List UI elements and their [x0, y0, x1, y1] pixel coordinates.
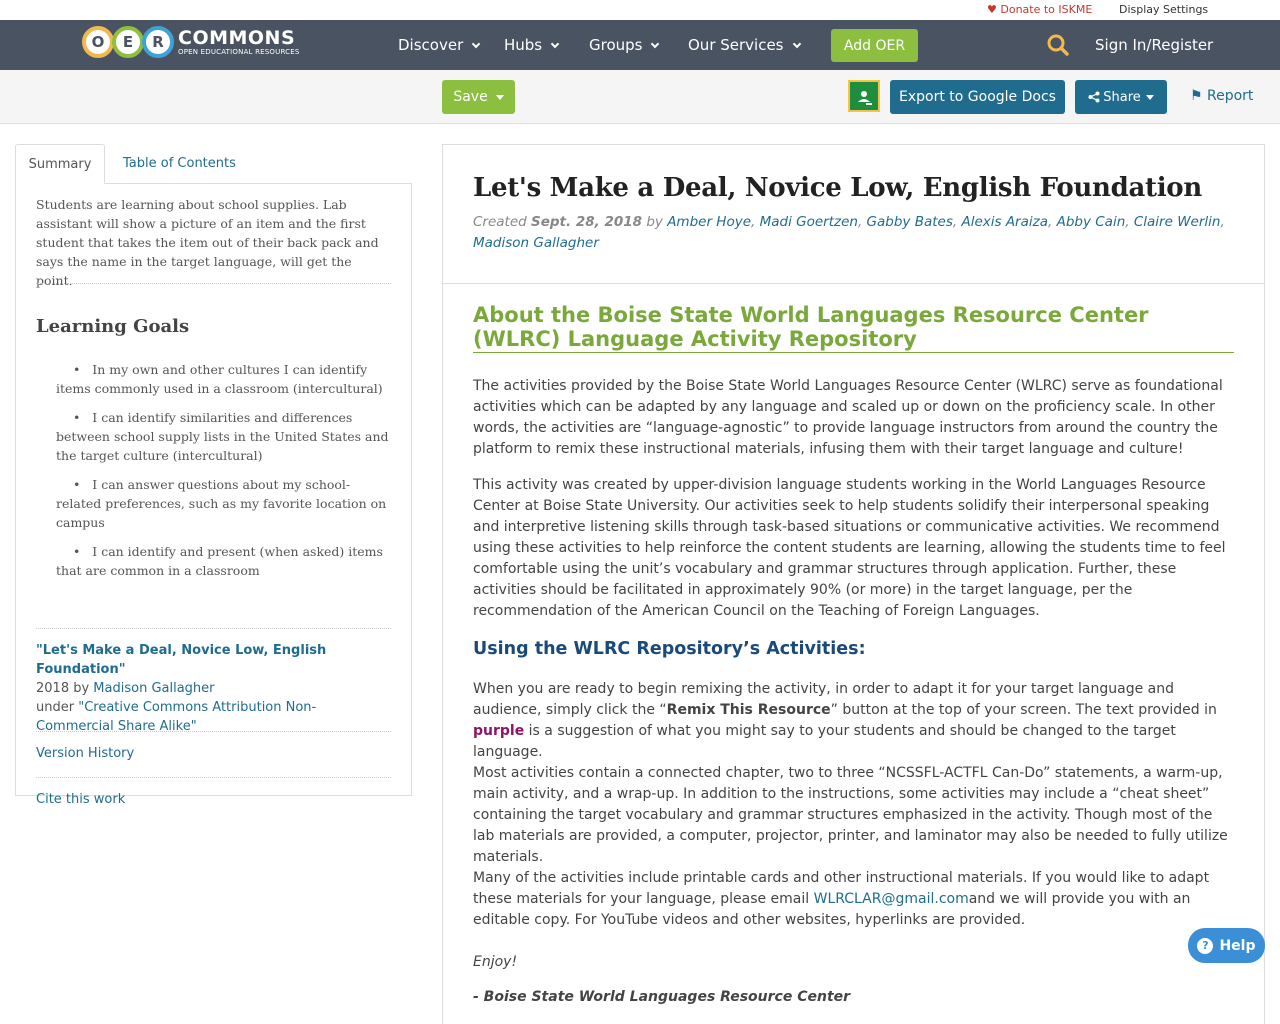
citation-under: under	[36, 700, 79, 715]
main-nav	[0, 20, 1280, 70]
author-link[interactable]: Abby Cain	[1056, 214, 1126, 230]
flag-icon: ⚑	[1190, 88, 1203, 104]
utility-bar	[0, 0, 1280, 20]
citation-author-link[interactable]: Madison Gallagher	[93, 681, 215, 696]
logo-tagline: OPEN EDUCATIONAL RESOURCES	[178, 47, 300, 56]
report-label: Report	[1207, 88, 1254, 104]
section-title: About the Boise State World Languages Resource Center (WLRC) Language Activity Repository	[473, 303, 1234, 353]
nav-groups-label: Groups	[589, 36, 643, 54]
caret-down-icon	[1146, 95, 1154, 100]
summary-panel	[15, 183, 412, 807]
materials-text-2: and we will provide you with an editable copy. For YouTube videos and other websites, hyperlinks are provided.	[473, 891, 1191, 928]
divider	[36, 628, 391, 629]
chevron-down-icon	[792, 40, 800, 48]
remix-text-1: When you are ready to begin remixing the activity, in order to adapt it for your target language and audience, simply click the “	[473, 681, 1175, 718]
donate-link[interactable]	[987, 3, 1092, 16]
add-oer-button[interactable]: Add OER	[831, 29, 918, 62]
list-item: • In my own and other cultures I can identify items commonly used in a classroom (intercultural)	[56, 362, 383, 396]
display-settings-link[interactable]: Display Settings	[1119, 3, 1209, 16]
learning-goal-text: I can identify and present (when asked) items that are common in a classroom	[56, 544, 383, 578]
help-label: Help	[1219, 937, 1256, 954]
citation-year: 2018 by	[36, 681, 94, 696]
remix-this-resource-text: Remix This Resource	[666, 702, 831, 718]
search-icon[interactable]	[1047, 34, 1069, 56]
chevron-down-icon	[551, 40, 559, 48]
cite-work-link[interactable]: Cite this work	[36, 792, 126, 807]
chevron-down-icon	[472, 40, 480, 48]
list-item: • I can answer questions about my school-related preferences, such as my favorite location on campus	[56, 477, 387, 530]
save-button[interactable]	[442, 80, 515, 114]
sign-in-link[interactable]: Sign In/Register	[1095, 36, 1214, 54]
about-paragraph: This activity was created by upper-division language students working in the World Languages Resource Center at Boise State University. Our activities seek to help students solidify their interpersonal speaking and interpretive listening skills through task-based situations or communicative activities. We recommend using these activities to help reinforce the content students are learning, allowing the students time to feel comfortable using the unit’s vocabulary and grammar structures through application. Further, these activities should be facilitated in approximately 90% (or more) in the target language, per the recommendation of the American Council on the Teaching of Foreign Languages.	[473, 477, 1226, 619]
remix-paragraph	[473, 679, 1238, 763]
logo-letter-r: R	[142, 26, 174, 58]
created-label: Created	[473, 214, 532, 230]
learning-goals-list	[36, 360, 391, 590]
logo-word: COMMONS	[178, 26, 296, 49]
share-icon	[1088, 91, 1100, 103]
byline: Created Sept. 28, 2018 by Amber Hoye, Madi Goertzen, Gabby Bates, Alexis Araiza, Abby Cain, Claire Werlin, Madison Gallagher	[473, 214, 1225, 251]
logo-words	[178, 28, 300, 57]
learning-goal-text: I can identify similarities and differences between school supply lists in the United States and the target culture (intercultural)	[56, 410, 389, 463]
author-link[interactable]: Madi Goertzen	[759, 214, 858, 230]
oer-commons-logo[interactable]	[82, 26, 300, 58]
remix-text-3: is a suggestion of what you might say to your students and should be changed to the target language.	[473, 723, 1176, 760]
divider	[36, 731, 391, 732]
google-classroom-icon[interactable]	[848, 80, 880, 112]
email-link[interactable]: WLRCLAR@gmail.com	[813, 891, 969, 907]
activities-paragraph: Most activities contain a connected chapter, two to three “NCSSFL-ACTFL Can-Do” statements, a warm-up, main activity, and a wrap-up. In addition to the instructions, some activities may include a “cheat sheet” containing the target vocabulary and grammar structures emphasized in the activity. Though most of the lab materials are provided, a computer, projector, printer, and laminator may also be needed to fully utilize materials.	[473, 765, 1228, 865]
help-button[interactable]	[1188, 928, 1265, 963]
signature-text: - Boise State World Languages Resource Center	[473, 989, 851, 1005]
list-item: • I can identify similarities and differences between school supply lists in the United States and the target culture (intercultural)	[56, 410, 389, 463]
resource-content	[442, 144, 1265, 1024]
title-box	[443, 145, 1264, 284]
report-link[interactable]	[1190, 88, 1253, 104]
sidebar-tabs	[15, 144, 412, 184]
chevron-down-icon	[651, 40, 659, 48]
divider	[36, 283, 391, 284]
learning-goals-title: Learning Goals	[36, 316, 190, 337]
author-link[interactable]: Alexis Araiza	[961, 214, 1048, 230]
purple-text: purple	[473, 723, 525, 739]
nav-our-services[interactable]	[688, 36, 800, 54]
learning-goal-text: In my own and other cultures I can identify items commonly used in a classroom (intercultural)	[56, 362, 383, 396]
citation-title: "Let's Make a Deal, Novice Low, English Foundation"	[36, 643, 327, 677]
license-link[interactable]: "Creative Commons Attribution Non-Commercial Share Alike"	[36, 700, 317, 734]
intro-paragraph: The activities provided by the Boise State World Languages Resource Center (WLRC) serve as foundational activities which can be adapted by any language and scaled up or down on the proficiency scale. In other words, the activities are “language-agnostic” to provide language instructors from around the country the platform to remix these instructional materials, infusing them with their target language and culture!	[473, 378, 1223, 457]
logo-letter-e: E	[112, 26, 144, 58]
learning-goal-text: I can answer questions about my school-related preferences, such as my favorite location on campus	[56, 477, 387, 530]
question-icon: ?	[1197, 938, 1213, 954]
materials-paragraph	[473, 868, 1238, 931]
created-date: Sept. 28, 2018	[531, 214, 643, 230]
by-label: by	[642, 214, 668, 230]
nav-groups[interactable]	[589, 36, 658, 54]
list-item: • I can identify and present (when asked) items that are common in a classroom	[56, 544, 383, 578]
nav-our-services-label: Our Services	[688, 36, 784, 54]
enjoy-text: Enjoy!	[473, 954, 518, 970]
heart-icon: ♥	[987, 3, 997, 16]
resource-toolbar	[0, 70, 1280, 124]
nav-discover[interactable]	[398, 36, 479, 54]
logo-letter-o: O	[82, 26, 114, 58]
export-google-docs-button[interactable]: Export to Google Docs	[890, 80, 1065, 114]
sidebar	[15, 144, 412, 807]
citation-block	[36, 641, 391, 736]
page-title: Let's Make a Deal, Novice Low, English Foundation	[473, 173, 1202, 203]
remix-text-2: ” button at the top of your screen. The text provided in	[830, 702, 1217, 718]
summary-text: Students are learning about school supplies. Lab assistant will show a picture of an item and the first student that takes the item out of their back pack and says the name in the target language, will get the point.	[36, 197, 379, 288]
tab-table-of-contents[interactable]: Table of Contents	[123, 156, 236, 171]
share-button[interactable]	[1075, 80, 1167, 114]
author-link[interactable]: Amber Hoye	[667, 214, 751, 230]
using-activities-heading: Using the WLRC Repository’s Activities:	[473, 639, 866, 659]
save-label: Save	[453, 89, 488, 105]
author-link[interactable]: Gabby Bates	[866, 214, 953, 230]
donate-label: Donate to ISKME	[1000, 3, 1093, 16]
caret-down-icon	[496, 95, 504, 100]
tab-summary[interactable]: Summary	[15, 144, 105, 184]
materials-text-1: Many of the activities include printable cards and other instructional materials. If you would like to adapt these materials for your language, please email	[473, 870, 1210, 907]
nav-hubs-label: Hubs	[504, 36, 543, 54]
author-link[interactable]: Claire Werlin	[1133, 214, 1221, 230]
nav-hubs[interactable]	[504, 36, 558, 54]
author-link[interactable]: Madison Gallagher	[473, 235, 599, 251]
share-label: Share	[1103, 89, 1141, 105]
version-history-link[interactable]: Version History	[36, 746, 135, 761]
divider	[36, 777, 391, 778]
nav-discover-label: Discover	[398, 36, 464, 54]
